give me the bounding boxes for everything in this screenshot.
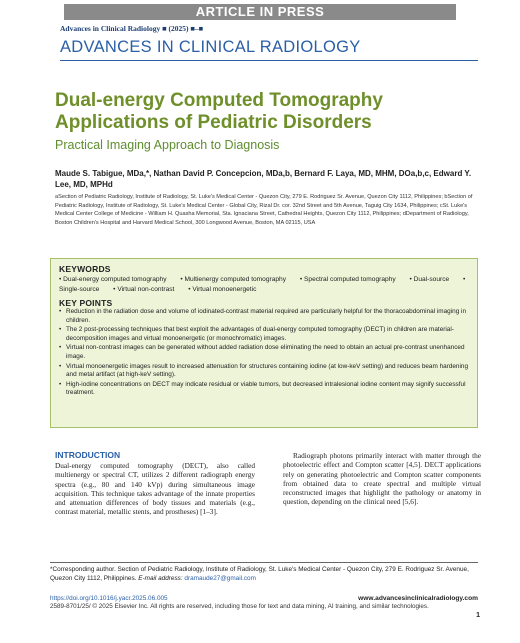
keyword-item[interactable]: • Virtual monoenergetic	[188, 285, 257, 293]
keyword-item[interactable]: • Virtual non-contrast	[113, 285, 175, 293]
keywords-keypoints-box	[50, 258, 478, 428]
keyword-item[interactable]: • Multienergy computed tomography	[180, 276, 287, 283]
copyright-notice: 2589-8701/25/ © 2025 Elsevier Inc. All rights are reserved, including those for text and data mining, AI training, and similar technologies.	[50, 603, 429, 610]
keypoints-heading: KEY POINTS	[59, 298, 113, 308]
keyword-item[interactable]: • Single-source	[59, 276, 466, 293]
keypoint-item: • Reduction in the radiation dose and volume of iodinated-contrast material required are particularly helpful for the thoracoabdominal imaging in children.	[59, 308, 469, 325]
keyword-item[interactable]: • Spectral computed tomography	[299, 276, 396, 283]
keypoint-item: • High-iodine concentrations on DECT may indicate residual or viable tumors, but decreased intralesional iodine content may signify successful treatment.	[59, 381, 469, 398]
keypoint-item: • Virtual monoenergetic images result to increased attenuation for structures containing iodine (at low-keV setting) and reduces beam hardening and metal artifact (at high-keV setting).	[59, 363, 469, 380]
doi-link[interactable]: https://doi.org/10.1016/j.yacr.2025.06.005	[50, 595, 168, 602]
keypoint-list	[59, 308, 469, 398]
body-text-left-column: Dual-energy computed tomography (DECT), also called multienergy or spectral CT, utilizes 2 different radiograph energy spectra (e.g., 80 and 140 kVp) during simultaneous image acquisition. This technique takes advantage of the innate properties and attenuation differences of body tissues and materials (e.g., contrast material, metallic stents, and prostheses) [1–3].	[55, 461, 255, 517]
affiliations: aSection of Pediatric Radiology, Institute of Radiology, St. Luke's Medical Center - Quezon City, 279 E. Rodriguez Sr. Avenue, Quezon City 1112, Philippines; bSection of Pediatric Radiology, Institute of Radiology, St. Luke's Medical Center - Global City, Rizal Dr. cor. 32nd Street and 5th Avenue, Taguig City 1634, Philippines; cSt. Luke's Medical Center College of Medicine - William H. Quasha Memorial, Sta. Ignaciana Street, Cathedral Heights, Quezon City 1112, Philippines; dDepartment of Radiology, Boston Children's Hospital and Harvard Medical School, 300 Longwood Avenue, Boston, MA 02115, USA	[55, 194, 473, 226]
keywords-heading: KEYWORDS	[59, 264, 111, 274]
email-label: E-mail address:	[138, 574, 183, 582]
article-in-press-banner: ARTICLE IN PRESS	[64, 4, 456, 20]
keyword-list	[59, 275, 469, 294]
journal-name[interactable]: ADVANCES IN CLINICAL RADIOLOGY	[60, 38, 361, 56]
author-email-link[interactable]: dramaude27@gmail.com	[184, 574, 256, 582]
article-title: Dual-energy Computed Tomography Applications of Pediatric Disorders	[55, 90, 383, 133]
keyword-item[interactable]: • Dual-source	[409, 276, 450, 283]
corresponding-author-note	[50, 562, 478, 583]
keypoint-item: • The 2 post-processing techniques that best exploit the advantages of dual-energy computed tomography (DECT) in children are material-decomposition images and virtual monoenergetic (or monochromatic) images.	[59, 326, 469, 343]
page-number: 1	[476, 612, 480, 619]
body-text-right-column: Radiograph photons primarily interact with matter through the photoelectric effect and Compton scatter [4,5]. DECT applications rely on generating photoelectric and Compton scatter components from obtained data to create spectral and multiple virtual reconstructed images that highlight the pathology or anatomy in question, depending on the clinical need [5,6].	[283, 451, 481, 507]
corresponding-author-text: *Corresponding author. Section of Pediatric Radiology, Institute of Radiology, St. Luke's Medical Center - Quezon City, 279 E. Rodriguez Sr. Avenue, Quezon City 1112, Philippines.	[50, 566, 469, 582]
header-rule	[60, 60, 478, 61]
introduction-heading: INTRODUCTION	[55, 450, 121, 460]
keyword-item[interactable]: • Dual-energy computed tomography	[59, 276, 167, 283]
keypoint-item: • Virtual non-contrast images can be generated without added radiation dose eliminating the need to obtain an actual pre-contrast unenhanced image.	[59, 344, 469, 361]
article-subtitle: Practical Imaging Approach to Diagnosis	[55, 138, 280, 152]
running-head: Advances in Clinical Radiology ■ (2025) ■–■	[60, 24, 204, 33]
author-list: Maude S. Tabigue, MDa,*, Nathan David P. Concepcion, MDa,b, Bernard F. Laya, MD, MHM, DOa,b,c, Edward Y. Lee, MD, MPHd	[55, 169, 472, 189]
journal-website-link[interactable]: www.advancesinclinicalradiology.com	[358, 595, 478, 602]
